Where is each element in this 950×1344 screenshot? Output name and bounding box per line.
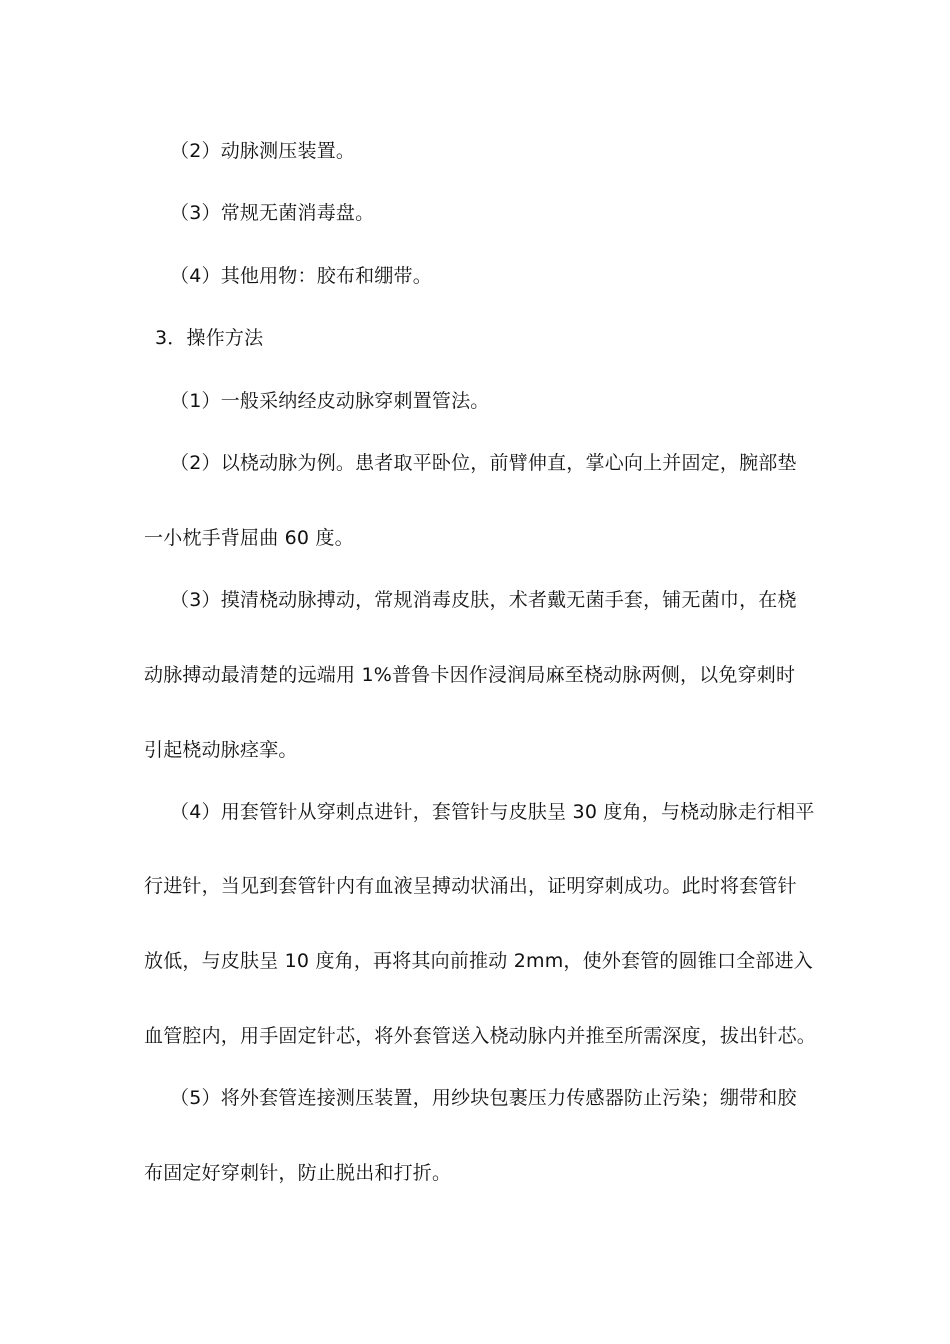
step-1-line: （1）一般采纳经皮动脉穿刺置管法。 bbox=[170, 390, 490, 412]
section-heading-procedure: 3．操作方法 bbox=[155, 327, 264, 349]
step-4-line-3: 放低，与皮肤呈 10 度角，再将其向前推动 2mm，使外套管的圆锥口全部进入 bbox=[144, 950, 814, 972]
step-2-line-1: （2）以桡动脉为例。患者取平卧位，前臂伸直，掌心向上并固定，腕部垫 bbox=[170, 452, 797, 474]
step-4-line-2: 行进针，当见到套管针内有血液呈搏动状涌出，证明穿刺成功。此时将套管针 bbox=[144, 875, 797, 897]
item-4-other-supplies: （4）其他用物：胶布和绷带。 bbox=[170, 265, 432, 287]
step-4-line-4: 血管腔内，用手固定针芯，将外套管送入桡动脉内并推至所需深度，拔出针芯。 bbox=[144, 1025, 817, 1047]
step-3-line-3: 引起桡动脉痉挛。 bbox=[144, 739, 298, 761]
step-5-line-2: 布固定好穿刺针，防止脱出和打折。 bbox=[144, 1162, 452, 1184]
item-2-arterial-pressure-device: （2）动脉测压装置。 bbox=[170, 140, 356, 162]
item-3-sterile-tray: （3）常规无菌消毒盘。 bbox=[170, 202, 375, 224]
step-3-line-2: 动脉搏动最清楚的远端用 1%普鲁卡因作浸润局麻至桡动脉两侧，以免穿刺时 bbox=[144, 664, 796, 686]
step-5-line-1: （5）将外套管连接测压装置，用纱块包裹压力传感器防止污染；绷带和胶 bbox=[170, 1087, 797, 1109]
step-4-line-1: （4）用套管针从穿刺点进针，套管针与皮肤呈 30 度角，与桡动脉走行相平 bbox=[170, 801, 815, 823]
step-3-line-1: （3）摸清桡动脉搏动，常规消毒皮肤，术者戴无菌手套，铺无菌巾，在桡 bbox=[170, 589, 797, 611]
step-2-line-2: 一小枕手背屈曲 60 度。 bbox=[144, 527, 354, 549]
